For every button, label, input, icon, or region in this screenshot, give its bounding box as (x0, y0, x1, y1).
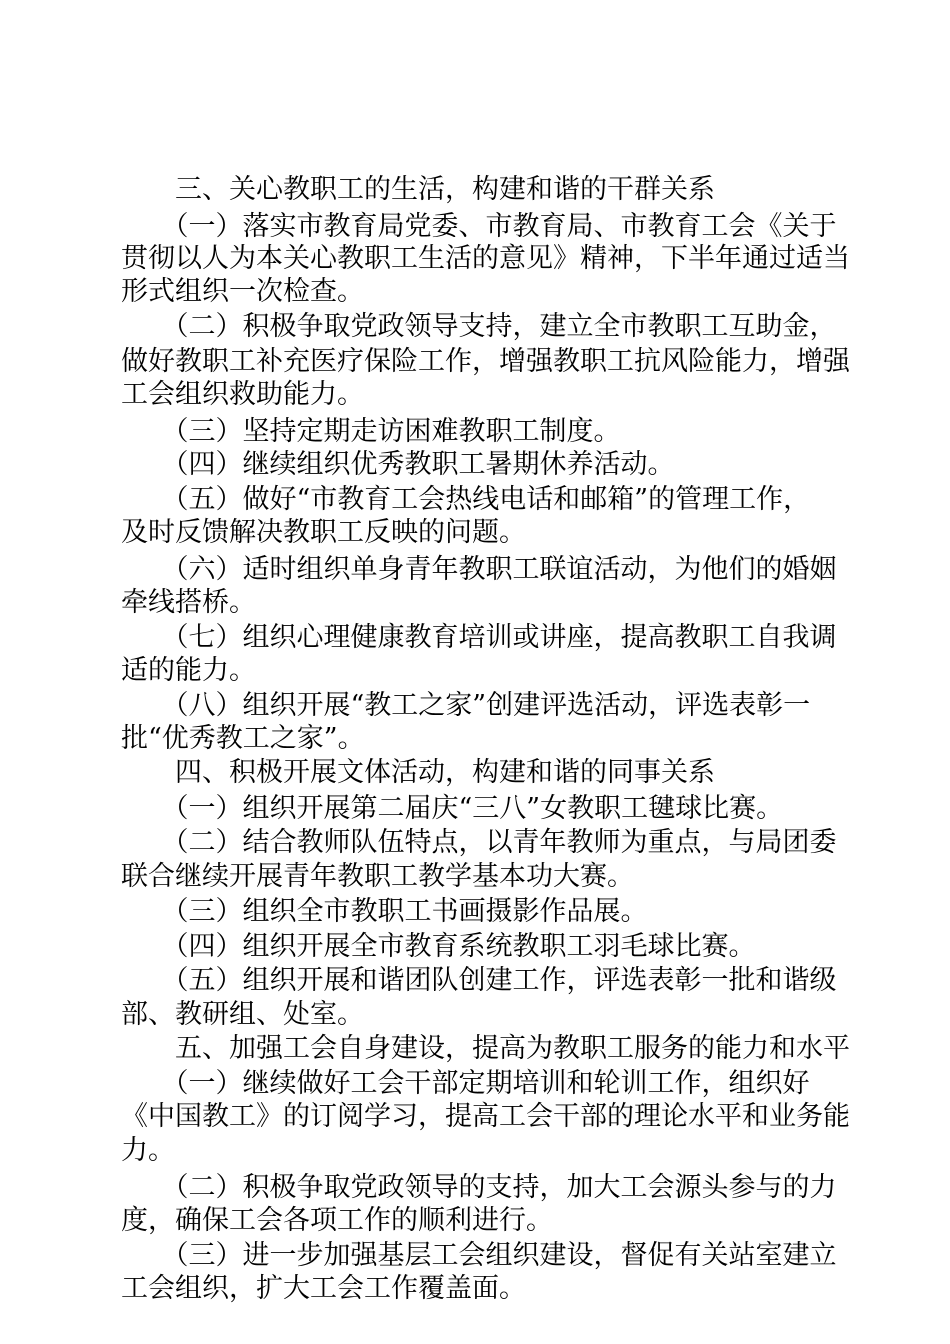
section-heading: 三、关心教职工的生活，构建和谐的干群关系 (121, 174, 715, 205)
paragraph-line: （四）组织开展全市教育系统教职工羽毛球比赛。 (121, 931, 756, 962)
paragraph-line: 部、教研组、处室。 (121, 999, 364, 1030)
section-heading: 四、积极开展文体活动，构建和谐的同事关系 (121, 757, 715, 788)
paragraph-line: （八）组织开展“教工之家”创建评选活动，评选表彰一 (121, 690, 811, 721)
paragraph-line: 工会组织救助能力。 (121, 379, 364, 410)
paragraph-line: 度，确保工会各项工作的顺利进行。 (121, 1205, 553, 1236)
paragraph-line: （二）结合教师队伍特点，以青年教师为重点，与局团委 (121, 827, 837, 858)
paragraph-line: （三）进一步加强基层工会组织建设，督促有关站室建立 (121, 1240, 837, 1271)
paragraph-line: （三）坚持定期走访困难教职工制度。 (121, 416, 621, 447)
paragraph-line: 力。 (121, 1135, 175, 1166)
paragraph-line: 适的能力。 (121, 655, 256, 686)
paragraph-line: 工会组织，扩大工会工作覆盖面。 (121, 1273, 526, 1304)
paragraph-line: （一）继续做好工会干部定期培训和轮训工作，组织好 (121, 1068, 810, 1099)
paragraph-line: （五）做好“市教育工会热线电话和邮箱”的管理工作， (121, 484, 811, 515)
paragraph-line: （三）组织全市教职工书画摄影作品展。 (121, 896, 648, 927)
paragraph-line: 联合继续开展青年教职工教学基本功大赛。 (121, 861, 634, 892)
paragraph-line: （六）适时组织单身青年教职工联谊活动，为他们的婚姻 (121, 554, 837, 585)
paragraph-line: 形式组织一次检查。 (121, 276, 364, 307)
paragraph-line: 牵线搭桥。 (121, 587, 256, 618)
paragraph-line: （二）积极争取党政领导支持，建立全市教职工互助金， (121, 311, 837, 342)
paragraph-line: （一）组织开展第二届庆“三八”女教职工毽球比赛。 (121, 793, 784, 824)
paragraph-line: （七）组织心理健康教育培训或讲座，提高教职工自我调 (121, 622, 837, 653)
paragraph-line: 批“优秀教工之家”。 (121, 723, 365, 754)
paragraph-line: 《中国教工》的订阅学习，提高工会干部的理论水平和业务能 (121, 1101, 850, 1132)
paragraph-line: 做好教职工补充医疗保险工作，增强教职工抗风险能力，增强 (121, 346, 850, 377)
paragraph-line: （五）组织开展和谐团队创建工作，评选表彰一批和谐级 (121, 965, 837, 996)
paragraph-line: 及时反馈解决教职工反映的问题。 (121, 517, 526, 548)
paragraph-line: （二）积极争取党政领导的支持，加大工会源头参与的力 (121, 1172, 837, 1203)
section-heading: 五、加强工会自身建设，提高为教职工服务的能力和水平 (121, 1033, 850, 1064)
paragraph-line: 贯彻以人为本关心教职工生活的意见》精神，下半年通过适当 (121, 243, 850, 274)
paragraph-line: （一）落实市教育局党委、市教育局、市教育工会《关于 (121, 211, 837, 242)
paragraph-line: （四）继续组织优秀教职工暑期休养活动。 (121, 449, 675, 480)
